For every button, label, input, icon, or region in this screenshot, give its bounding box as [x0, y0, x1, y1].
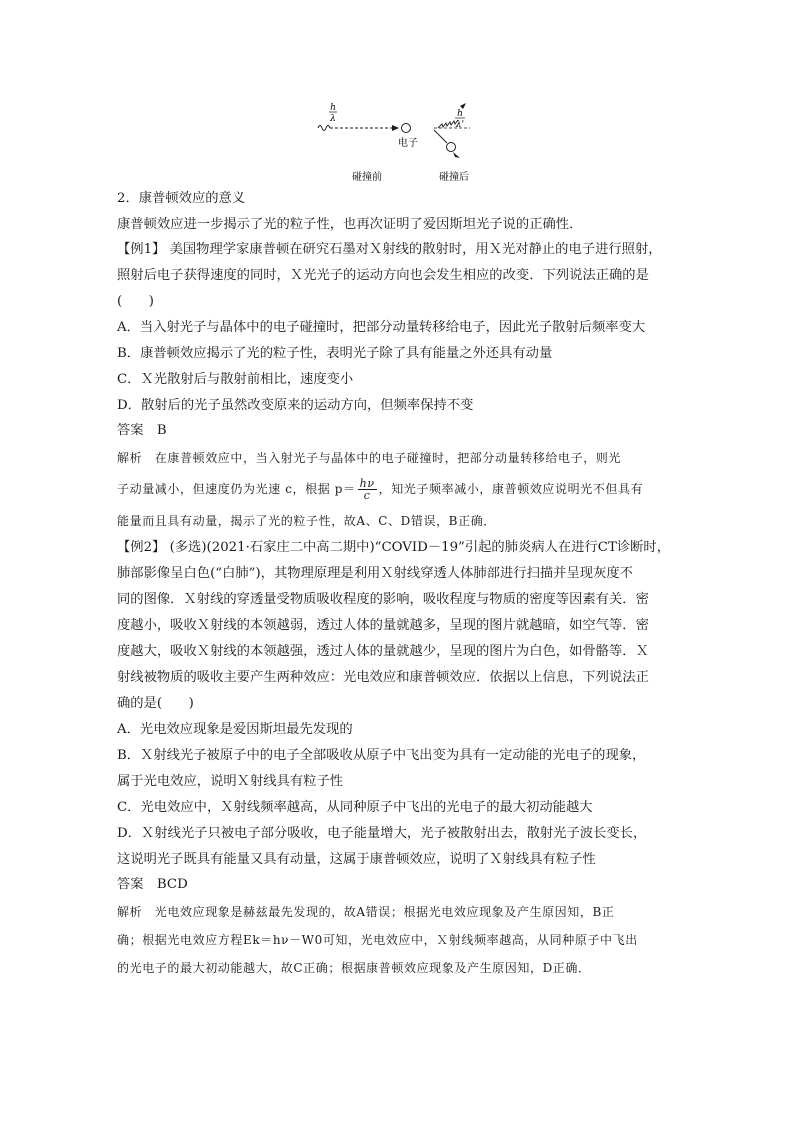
example-2-explanation [117, 904, 683, 976]
example-2-line: 【例2】 (多选)(2021·石家庄二中高二期中)“COVID－19”引起的肺炎病人在进行CT诊断时， [117, 540, 671, 555]
example-1 [117, 241, 683, 415]
example-2-line: 度越大，吸收Ｘ射线的本领越强，透过人体的量就越少，呈现的图片为白色，如骨骼等．Ｘ [117, 644, 649, 659]
document-body [117, 190, 683, 986]
example-1-option-b: B．康普顿效应揭示了光的粒子性，表明光子除了具有能量之外还具有动量 [117, 346, 553, 361]
example-2-option-b-cont: 属于光电效应，说明Ｘ射线具有粒子性 [117, 774, 344, 789]
example-1-line: 照射后电子获得速度的同时，Ｘ光光子的运动方向也会发生相应的改变．下列说法正确的是 [117, 268, 649, 283]
example-1-line: 【例1】 美国物理学家康普顿在研究石墨对Ｘ射线的散射时，用Ｘ光对静止的电子进行照射， [117, 242, 662, 257]
example-2-option-c: C．光电效应中，Ｘ射线频率越高，从同种原子中飞出的光电子的最大初动能越大 [117, 800, 593, 815]
example-2-line: 度越小，吸收Ｘ射线的本领越弱，透过人体的量就越多，呈现的图片就越暗，如空气等．密 [117, 618, 649, 633]
electron-after-icon [447, 143, 456, 152]
section-heading: 2．康普顿效应的意义 [117, 191, 246, 206]
momentum-fraction [358, 478, 377, 501]
section-intro: 康普顿效应进一步揭示了光的粒子性，也再次证明了爱因斯坦光子说的正确性． [117, 217, 583, 232]
recoil-arrow-icon [453, 152, 460, 158]
explanation-line: 解析 光电效应现象是赫兹最先发现的，故A错误；根据光电效应现象及产生原因知，B正 [117, 905, 615, 919]
explanation-line: 解析 在康普顿效应中，当入射光子与晶体中的电子碰撞时，把部分动量转移给电子，则光 [117, 451, 622, 465]
example-1-line: ( ) [117, 294, 154, 309]
explanation-line: 确；根据光电效应方程Ek＝hν－W0可知，光电效应中，Ｘ射线频率越高，从同种原子中飞出 [117, 933, 638, 947]
caption-after: 碰撞后 [439, 172, 469, 183]
explanation-line [117, 478, 683, 501]
example-2-line: 同的图像．Ｘ射线的穿透量受物质吸收程度的影响，吸收程度与物质的密度等因素有关．密 [117, 592, 649, 607]
example-1-explanation [117, 450, 683, 529]
compton-collision-diagram [300, 96, 500, 188]
example-1-option-d: D．散射后的光子虽然改变原来的运动方向，但频率保持不变 [117, 398, 474, 413]
example-1-option-a: A．当入射光子与晶体中的电子碰撞时，把部分动量转移给电子，因此光子散射后频率变大 [117, 320, 646, 335]
example-1-answer: 答案 B [117, 423, 167, 438]
example-2-option-a: A．光电效应现象是爱因斯坦最先发现的 [117, 722, 353, 737]
fraction-denominator: c [363, 489, 371, 502]
electron-before-icon [402, 124, 411, 133]
photon-before-lambda: λ [330, 114, 336, 124]
electron-label: 电子 [398, 138, 418, 149]
collision-svg [300, 96, 500, 188]
example-2 [117, 539, 683, 869]
fraction-numerator: hν [359, 477, 375, 490]
explanation-text: 子动量减小，但速度仍为光速 c，根据 p＝ [117, 482, 356, 496]
example-2-option-b: B．Ｘ射线光子被原子中的电子全部吸收从原子中飞出变为具有一定动能的光电子的现象， [117, 748, 646, 763]
example-2-line: 确的是( ) [117, 696, 194, 711]
example-2-line: 射线被物质的吸收主要产生两种效应：光电效应和康普顿效应．依据以上信息，下列说法正 [117, 670, 649, 685]
caption-before: 碰撞前 [352, 172, 382, 183]
incoming-photon-wave-icon [318, 126, 330, 131]
arrow-head-icon [392, 125, 399, 131]
example-2-line: 肺部影像呈白色(“白肺”)，其物理原理是利用Ｘ射线穿透人体肺部进行扫描并呈现灰度不 [117, 566, 633, 581]
photon-before-h: h [330, 103, 336, 113]
photon-after-h: h [457, 109, 463, 119]
example-2-option-d-cont: 这说明光子既具有能量又具有动量，这属于康普顿效应，说明了Ｘ射线具有粒子性 [117, 852, 596, 867]
example-2-option-d: D．Ｘ射线光子只被电子部分吸收，电子能量增大，光子被散射出去，散射光子波长变长， [117, 826, 647, 841]
recoil-electron-path [434, 130, 447, 143]
explanation-line: 能量而且具有动量，揭示了光的粒子性，故A、C、D错误，B正确． [117, 514, 496, 528]
example-1-option-c: C．Ｘ光散射后与散射前相比，速度变小 [117, 372, 354, 387]
explanation-line: 的光电子的最大初动能越大，故C正确；根据康普顿效应现象及产生原因知，D正确． [117, 961, 591, 975]
example-2-answer: 答案 BCD [117, 877, 188, 892]
photon-after-lambda: λ' [455, 120, 465, 130]
explanation-text: ，知光子频率减小，康普顿效应说明光不但具有 [378, 482, 644, 496]
